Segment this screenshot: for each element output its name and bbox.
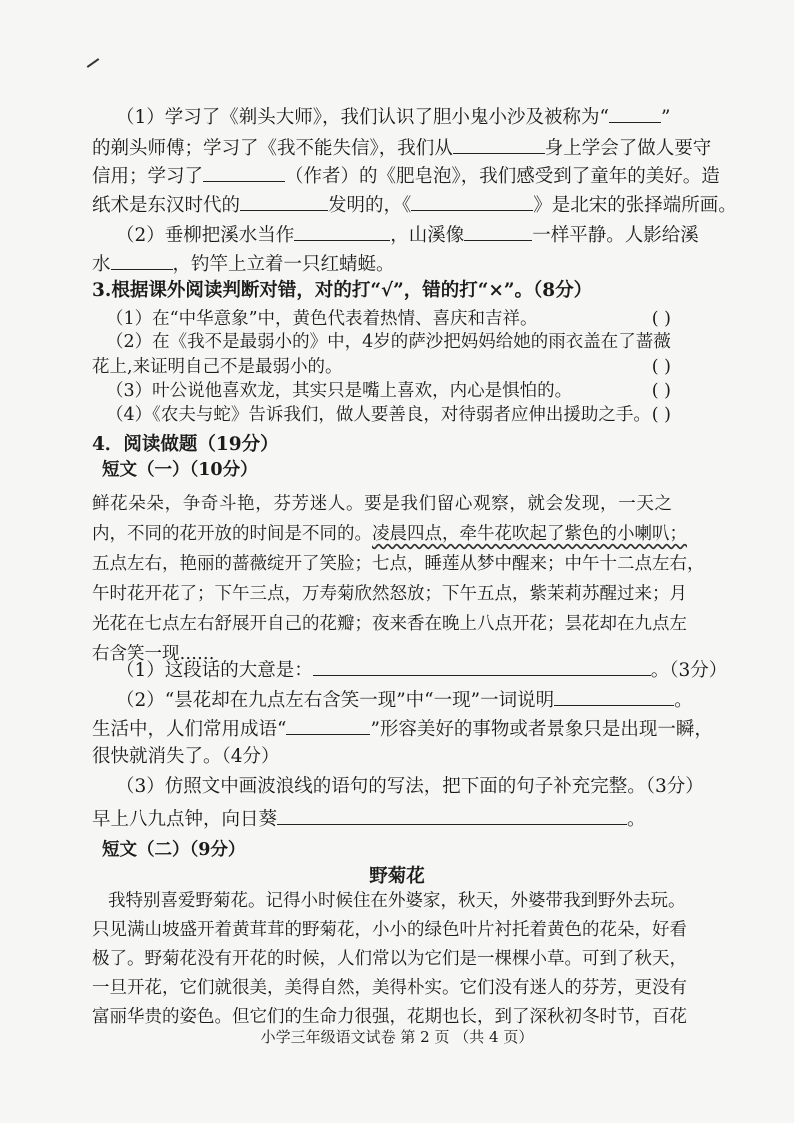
text: ，山溪像: [390, 225, 465, 246]
text: （2）垂柳把溪水当作: [116, 225, 295, 246]
text: （2）“昙花却在九点左右含笑一现”中“一现”一词说明: [116, 690, 555, 711]
passage-row: 我特别喜爱野菊花。记得小时候住在外婆家，秋天，外婆带我到野外去玩。: [108, 891, 686, 911]
answer-paren[interactable]: ( ): [651, 309, 671, 329]
q3-item-4: [106, 403, 671, 427]
q2-line-4: [92, 192, 737, 218]
q3-item-1: [106, 307, 671, 331]
text: ”形容美好的事物或者景象只是出现一瞬，: [370, 719, 713, 740]
passage-row: 光花在七点左右舒展开自己的花瓣；夜来香在晚上八点开花；昙花却在九点左: [92, 614, 687, 634]
text: （1）学习了《剃头大师》，我们认识了胆小鬼小沙及被称为“: [116, 107, 609, 128]
text: 。: [674, 690, 693, 711]
blank[interactable]: [313, 657, 651, 676]
text: 。: [627, 809, 646, 830]
passage-2-title: 野菊花: [369, 866, 425, 887]
text: （1）这段话的大意是：: [116, 660, 313, 681]
blank[interactable]: [286, 716, 370, 735]
q2-line-3: [92, 163, 720, 189]
q3-item-2: （2）在《我不是最弱小的》中，4岁的萨沙把妈妈给她的雨衣盖在了蔷薇: [106, 332, 671, 352]
text: 发明的，《: [328, 195, 412, 216]
blank[interactable]: [111, 251, 173, 270]
blank[interactable]: [453, 135, 545, 154]
passage-row: [92, 519, 687, 549]
passage-row: 右含笑一现……: [92, 644, 215, 664]
text: 信用；学习了: [92, 166, 204, 187]
q4-2-cont: [92, 716, 713, 742]
passage-row: 午时花开花了；下午三点，万寿菊欣然怒放；下午五点，紫茉莉苏醒过来；月: [92, 584, 687, 604]
blank[interactable]: [240, 192, 328, 211]
passage-1-text: [92, 489, 705, 669]
blank[interactable]: [277, 806, 627, 825]
passage-row: 只见满山坡盛开着黄茸茸的野菊花，小小的绿色叶片衬托着黄色的花朵，好看: [92, 920, 687, 940]
q3-heading: 3.根据课外阅读判断对错，对的打“√”，错的打“×”。（8分）: [92, 280, 593, 301]
text: 身上学会了做人要守: [544, 138, 712, 159]
wavy-underlined-sentence: 凌晨四点，牵牛花吹起了紫色的小喇叭；: [372, 524, 687, 544]
blank[interactable]: [464, 222, 532, 241]
passage-row: 富丽华贵的姿色。但它们的生命力很强，花期也长，到了深秋初冬时节，百花: [92, 1007, 687, 1027]
text: 生活中，人们常用成语“: [92, 719, 287, 740]
passage-row: 极了。野菊花没有开花的时候，人们常以为它们是一棵棵小草。可到了秋天，: [92, 949, 687, 969]
passage-row: 鲜花朵朵，争奇斗艳，芬芳迷人。要是我们留心观察，就会发现，一天之: [92, 494, 672, 514]
q2-line-1: [116, 104, 670, 130]
text: （1）在“中华意象”中，黄色代表着热情、喜庆和吉祥。: [106, 309, 538, 329]
passage-2-text: [92, 887, 687, 1032]
q3-item-2-cont: [92, 355, 671, 379]
q4-3-answer: [92, 806, 646, 832]
text: ，钓竿上立着一只红蜻蜓。: [172, 254, 395, 275]
passage-row: 一旦开花，它们就很美，美得自然，美得朴实。它们没有迷人的芬芳，更没有: [92, 978, 687, 998]
text: （4）《农夫与蛇》告诉我们，做人要善良，对待弱者应伸出援助之手。: [106, 405, 651, 425]
q4-2-end: 很快就消失了。（4分）: [92, 746, 280, 767]
text: 的剃头师傅；学习了《我不能失信》，我们从: [92, 138, 453, 159]
q2-line-5: [116, 222, 699, 248]
text: ”: [660, 107, 671, 128]
q2-line-6: [92, 251, 395, 277]
blank[interactable]: [554, 687, 674, 706]
q4-3: （3）仿照文中画波浪线的语句的写法，把下面的句子补充完整。（3分）: [116, 776, 704, 797]
text: 早上八九点钟，向日葵: [92, 809, 278, 830]
text: 内，不同的花开放的时间是不同的。: [92, 524, 372, 544]
q4-2: [116, 687, 693, 713]
text: 花上,来证明自己不是最弱小的。: [92, 357, 343, 377]
answer-paren[interactable]: ( ): [651, 381, 671, 401]
q4-1: [116, 657, 727, 683]
passage-1-heading: 短文（一）（10分）: [102, 460, 258, 480]
text: （作者）的《肥皂泡》，我们感受到了童年的美好。造: [285, 166, 720, 187]
pen-mark: [87, 58, 100, 68]
text: 。（3分）: [650, 660, 728, 681]
text: 纸术是东汉时代的: [92, 195, 241, 216]
blank[interactable]: [411, 192, 533, 211]
text: （3）叶公说他喜欢龙，其实只是嘴上喜欢，内心是惧怕的。: [106, 381, 573, 401]
q2-line-2: [92, 135, 711, 161]
blank[interactable]: [203, 163, 285, 182]
q3-item-3: [106, 379, 671, 403]
passage-2-heading: 短文（二）（9分）: [102, 840, 246, 860]
blank[interactable]: [609, 104, 661, 123]
passage-row: 五点左右，艳丽的蔷薇绽开了笑脸；七点，睡莲从梦中醒来；中午十二点左右，: [92, 554, 705, 574]
page-footer: 小学三年级语文试卷 第 2 页 （共 4 页）: [260, 1028, 534, 1046]
text: 水: [92, 254, 111, 275]
blank[interactable]: [294, 222, 390, 241]
answer-paren[interactable]: ( ): [651, 405, 671, 425]
text: 》是北宋的张择端所画。: [533, 195, 737, 216]
q4-heading: 4．阅读做题（19分）: [92, 434, 279, 455]
answer-paren[interactable]: ( ): [651, 357, 671, 377]
text: 一样平静。人影给溪: [532, 225, 699, 246]
